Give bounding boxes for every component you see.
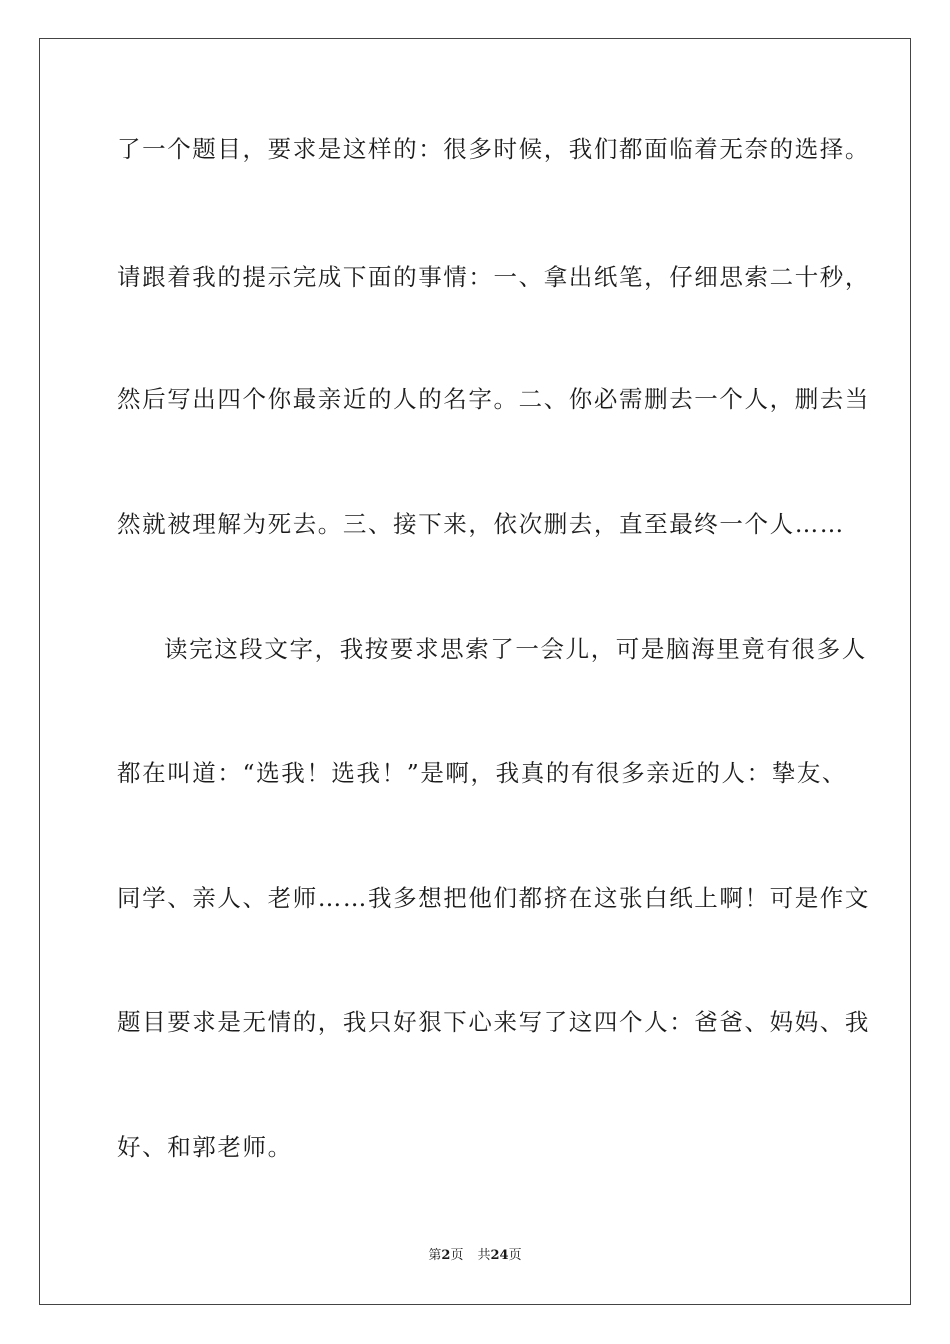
total-prefix: 共 xyxy=(477,1248,491,1263)
total-suffix: 页 xyxy=(508,1248,522,1263)
text-line-3: 然后写出四个你最亲近的人的名字。二、你必需删去一个人，删去当 xyxy=(117,385,870,413)
page-number: 2 xyxy=(441,1248,451,1263)
text-line-8: 题目要求是无情的，我只好狠下心来写了这四个人：爸爸、妈妈、我 xyxy=(117,1008,870,1036)
text-line-7: 同学、亲人、老师……我多想把他们都挤在这张白纸上啊！可是作文 xyxy=(117,884,870,912)
text-line-1: 了一个题目，要求是这样的：很多时候，我们都面临着无奈的选择。 xyxy=(117,135,870,163)
text-line-9: 好、和郭老师。 xyxy=(117,1133,293,1161)
page-prefix: 第 xyxy=(428,1248,442,1263)
paragraph-2-first-line: 读完这段文字，我按要求思索了一会儿，可是脑海里竟有很多人 xyxy=(164,635,867,663)
text-line-2: 请跟着我的提示完成下面的事情：一、拿出纸笔，仔细思索二十秒， xyxy=(117,263,870,291)
page-frame xyxy=(39,38,911,1305)
page-footer xyxy=(0,1247,950,1265)
text-line-4: 然就被理解为死去。三、接下来，依次删去，直至最终一个人…… xyxy=(117,510,845,538)
text-line-6: 都在叫道：“选我！选我！”是啊，我真的有很多亲近的人：挚友、 xyxy=(117,759,848,787)
page-suffix: 页 xyxy=(450,1248,464,1263)
total-pages: 24 xyxy=(490,1248,509,1263)
